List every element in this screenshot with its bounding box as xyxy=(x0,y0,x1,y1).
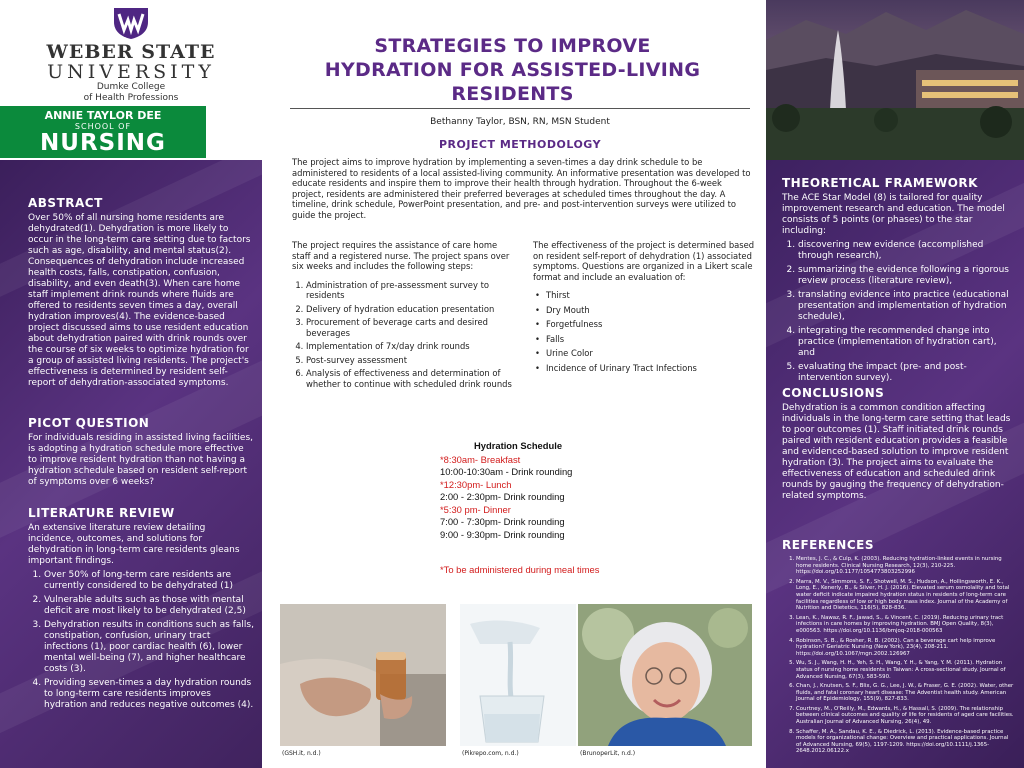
abstract-text: Over 50% of all nursing home residents are dehydrated(1). Dehydration is more likely to occur in the long-term care setting due to factors such as age, disability, and mental status(2). Consequences of dehydration include increased health costs, falls, constipation, confusion, disability, and even death(3). When care home staff implement drink rounds where fluids are offered to residents seven times a day, overall hydration improves(4). The evidence-based project discussed aims to use resident education about dehydration paired with drink rounds over the course of six weeks to optimize hydration for a group of assisted living residents. The project's effectiveness is determined by resident self-report of dehydration-associated symptoms. xyxy=(28,213,251,388)
reference-item: 2. Marra, M. V., Simmons, S. F., Shotwell, M. S., Hudson, A., Hollingsworth, E. K., Long, E., Kenerly, B., & Silver, H. J. (2016). Elevated serum osmolality and total water deficit indicate impaired hydration status in residents of long-term care facilities regardless of low or high body mass index. Journal of the Academy of Nutrition and Dietetics, 116(5), 828-836. xyxy=(796,579,1014,612)
list-item: • Falls xyxy=(545,334,755,345)
theory-list xyxy=(782,240,1012,384)
author-line: Bethanny Taylor, BSN, RN, MSN Student xyxy=(430,117,610,127)
title-divider xyxy=(290,108,750,109)
schedule-item: 9:00 - 9:30pm- Drink rounding xyxy=(440,528,565,540)
reference-item: 1. Mentes, J. C., & Culp, K. (2003). Reducing hydration-linked events in nursing home residents. Clinical Nursing Research, 12(3), 210-225. https://doi.org/10.1177/1054773803252996 xyxy=(796,556,1014,576)
list-item: 3. Dehydration results in conditions such as falls, constipation, confusion, urinary tract infections (1), poor cardiac health (6), lower mental well-being (7), and higher healthcare costs (3). xyxy=(44,620,254,675)
schedule-note: *To be administered during meal times xyxy=(440,564,600,575)
list-item: • Forgetfulness xyxy=(545,319,755,330)
hydration-schedule xyxy=(440,440,640,541)
list-item: 6. Analysis of effectiveness and determination of whether to continue with scheduled drink rounds xyxy=(306,368,514,389)
schedule-item: *8:30am- Breakfast xyxy=(440,453,521,465)
picot-text: For individuals residing in assisted living facilities, is adopting a hydration schedule more effective to improve resident hydration than not having a hydration schedule based on resident self-report of symptoms over 6 weeks? xyxy=(28,433,254,487)
list-item: 2. summarizing the evidence following a rigorous review process (literature review), xyxy=(798,265,1012,287)
literature-section xyxy=(28,506,254,714)
reference-item: 8. Schaffer, M. A., Sandau, K. E., & Diedrick, L. (2013). Evidence-based practice models for organizational change: Overview and practical applications. Journal of Advanced Nursing, 69(5), 1197-1209. https://doi.org/10.1111/j.1365-2648.2012.06122.x xyxy=(796,729,1014,755)
picot-heading: PICOT QUESTION xyxy=(28,416,150,430)
reference-item: 6. Chan, J., Knutsen, S. F., Blix, G. G., Lee, J. W., & Fraser, G. E. (2002). Water, other fluids, and fatal coronary heart disease: The Adventist health study. American Journal of Epidemiology, 155(9), 827-833. xyxy=(796,683,1014,703)
campus-photo xyxy=(766,0,1024,160)
list-item: 4. Providing seven-times a day hydration rounds to long-term care residents improves hydration and reduces negative outcomes (4). xyxy=(44,678,254,711)
theory-heading: THEORETICAL FRAMEWORK xyxy=(782,176,978,190)
conclusions-section xyxy=(782,386,1012,502)
list-item: 1. discovering new evidence (accomplished through research), xyxy=(798,240,1012,262)
schedule-item: *12:30pm- Lunch xyxy=(440,478,512,490)
abstract-section xyxy=(28,196,254,389)
theory-intro: The ACE Star Model (8) is tailored for quality improvement research and education. The model consists of 5 points (or phases) to the star including: xyxy=(782,193,1005,236)
list-item: 5. evaluating the impact (pre- and post-intervention survey). xyxy=(798,362,1012,384)
schedule-item: 7:00 - 7:30pm- Drink rounding xyxy=(440,516,565,527)
abstract-heading: ABSTRACT xyxy=(28,196,103,210)
right-content-panel xyxy=(766,160,1024,768)
left-content-panel xyxy=(0,160,262,768)
symptom-list xyxy=(533,290,755,373)
list-item: 3. Procurement of beverage carts and desired beverages xyxy=(306,317,514,338)
methodology-steps-column xyxy=(292,240,514,392)
photo-caption-2: (Pikrepo.com, n.d.) xyxy=(462,750,519,757)
methodology-evaluation-column xyxy=(533,240,755,377)
left-column xyxy=(0,0,262,768)
steps-intro: The project requires the assistance of care home staff and a registered nurse. The project spans over six weeks and includes the following steps: xyxy=(292,240,510,271)
university-name: WEBER STATE UNIVERSITY xyxy=(46,41,216,83)
reference-item: 7. Courtney, M., O'Reilly, M., Edwards, H., & Hassall, S. (2009). The relationship between clinical outcomes and quality of life for residents of aged care facilities. Australian Journal of Advanced Nursing, 26(4), 49. xyxy=(796,706,1014,726)
photo-elderly-woman xyxy=(578,604,752,746)
schedule-title: Hydration Schedule xyxy=(474,440,563,451)
theory-section xyxy=(782,176,1012,387)
logo-panel xyxy=(0,0,262,160)
methodology-intro: The project aims to improve hydration by implementing a seven-times a day drink schedule to be administered to residents of a local assisted-living community. An informative presentation was developed to educate residents and inspire them to improve their health through hydration. Throughout the 6-week project, residents are administered their preferred beverages at scheduled times throughout the day. A timeline, drink schedule, PowerPoint presentation, and pre- and post-intervention surveys were utilized to guide the project. xyxy=(292,157,751,220)
list-item: 4. Implementation of 7x/day drink rounds xyxy=(306,341,514,352)
evaluation-intro: The effectiveness of the project is determined based on resident self-report of dehydration (1) associated symptoms. Questions are organized in a Likert scale format and include an evaluation of: xyxy=(533,240,755,282)
list-item: • Incidence of Urinary Tract Infections xyxy=(545,363,755,374)
literature-heading: LITERATURE REVIEW xyxy=(28,506,175,520)
list-item: 1. Over 50% of long-term care residents are currently considered to be dehydrated (1) xyxy=(44,570,254,592)
college-name: Dumke College of Health Professions xyxy=(83,82,179,103)
schedule-item: *5:30 pm- Dinner xyxy=(440,503,511,515)
steps-list xyxy=(292,280,514,390)
photo-caption-1: (GSH.it, n.d.) xyxy=(282,750,321,757)
list-item: • Thirst xyxy=(545,290,755,301)
conclusions-heading: CONCLUSIONS xyxy=(782,386,885,400)
methodology-heading: PROJECT METHODOLOGY xyxy=(438,138,602,151)
photo-caption-3: (BrunoperLit, n.d.) xyxy=(580,750,636,757)
list-item: • Urine Color xyxy=(545,348,755,359)
list-item: 3. translating evidence into practice (educational presentation and implementation of hydration schedule), xyxy=(798,290,1012,323)
references-section xyxy=(782,538,1014,758)
photo-hands-glass xyxy=(280,604,446,746)
reference-item: 5. Wu, S. J., Wang, H. H., Yeh, S. H., Wang, Y. H., & Yang, Y. M. (2011). Hydration status of nursing home residents in Taiwan: A cross-sectional study. Journal of Advanced Nursing, 67(3), 583-590. xyxy=(796,660,1014,680)
schedule-item: 10:00-10:30am - Drink rounding xyxy=(440,466,573,477)
list-item: 1. Administration of pre-assessment survey to residents xyxy=(306,280,514,301)
poster-title: STRATEGIES TO IMPROVE HYDRATION FOR ASSISTED-LIVING RESIDENTS xyxy=(324,35,701,105)
list-item: 5. Post-survey assessment xyxy=(306,355,514,366)
literature-list xyxy=(28,570,254,711)
nursing-school-logo: ANNIE TAYLOR DEE SCHOOL OF NURSING xyxy=(0,106,206,158)
right-column xyxy=(766,0,1024,768)
schedule-item: 2:00 - 2:30pm- Drink rounding xyxy=(440,491,565,502)
conclusions-text: Dehydration is a common condition affecting individuals in the long-term care setting that leads to poor outcomes (1). Staff initiated drink rounds paired with resident education provides a feasible and evidenced-based solution to improve resident hydration (3). The project aims to evaluate the effectiveness of education and scheduled drink rounds by gauging the frequency of dehydration-related symptoms. xyxy=(782,403,1011,501)
references-list xyxy=(782,556,1014,755)
reference-item: 3. Lean, K., Nawaz, R. F., Jawad, S., & Vincent, C. (2019). Reducing urinary tract infections in care homes by improving hydration. BMJ Open Quality, 8(3), e000563. https://doi.org/10.1136/bmjoq-2018-000563 xyxy=(796,615,1014,635)
photo-water-pour xyxy=(460,604,576,746)
reference-item: 4. Robinson, S. B., & Rosher, R. B. (2002). Can a beverage cart help improve hydration? Geriatric Nursing (New York), 23(4), 208-211. https://doi.org/10.1067/mgn.2002.126967 xyxy=(796,638,1014,658)
list-item: 2. Vulnerable adults such as those with mental deficit are most likely to be dehydrated (2,5) xyxy=(44,595,254,617)
list-item: • Dry Mouth xyxy=(545,305,755,316)
picot-section xyxy=(28,416,254,488)
list-item: 2. Delivery of hydration education presentation xyxy=(306,304,514,315)
references-heading: REFERENCES xyxy=(782,538,874,552)
wsu-shield-logo xyxy=(112,6,150,40)
literature-intro: An extensive literature review detailing incidence, outcomes, and solutions for dehydration in long-term care residents gleans important findings. xyxy=(28,523,240,566)
list-item: 4. integrating the recommended change into practice (implementation of hydration cart), and xyxy=(798,326,1012,359)
